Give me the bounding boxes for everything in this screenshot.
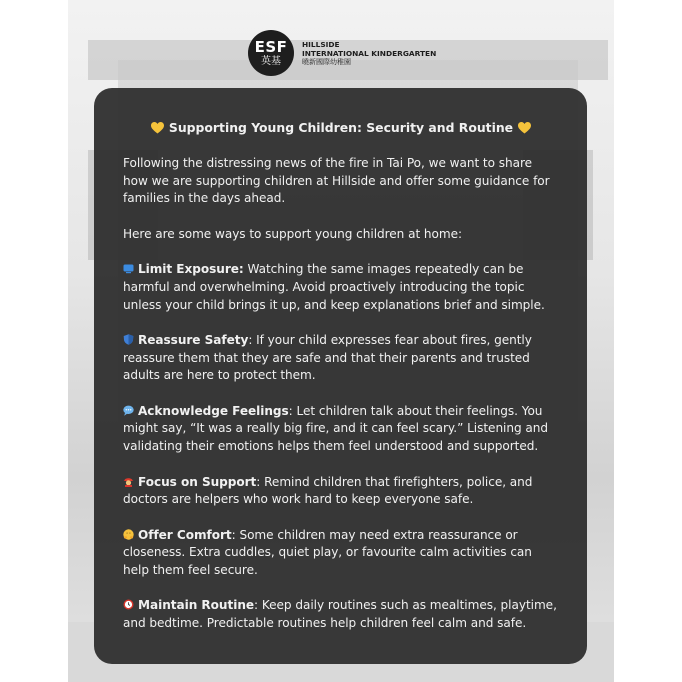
speech-bubble-icon bbox=[123, 404, 134, 415]
firefighter-icon bbox=[123, 475, 134, 486]
tip-text: Watching the same images repeatedly can be harmful and overwhelming. Avoid proactively introducing the topic unless your child brings it up, and keep explanations brief and simple. bbox=[123, 262, 545, 312]
logo-main-text: ESF bbox=[254, 37, 288, 56]
tip-item bbox=[123, 527, 559, 580]
yellow-heart-icon bbox=[151, 122, 164, 134]
card-title: Supporting Young Children: Security and Routine bbox=[168, 120, 514, 135]
tip-text: : Remind children that firefighters, police, and doctors are helpers who work hard to keep everyone safe. bbox=[123, 474, 533, 507]
tip-heading: Acknowledge Feelings bbox=[138, 403, 289, 418]
tip-heading: Focus on Support bbox=[138, 474, 257, 489]
hugging-face-icon bbox=[123, 528, 134, 539]
card-title-row bbox=[123, 120, 559, 135]
intro-paragraph: Following the distressing news of the fire in Tai Po, we want to share how we are supporting children at Hillside and offer some guidance for families in the days ahead. bbox=[123, 156, 550, 206]
tip-item bbox=[123, 597, 559, 632]
tip-text: : If your child expresses fear about fires, gently reassure them that they are safe and that their parents and trusted adults are here to protect them. bbox=[123, 332, 532, 383]
lead-paragraph: Here are some ways to support young children at home: bbox=[123, 226, 463, 241]
school-name bbox=[302, 40, 436, 67]
tip-item bbox=[123, 332, 559, 385]
tip-item bbox=[123, 474, 559, 509]
school-header bbox=[248, 30, 436, 76]
school-name-chinese: 曉新國際幼稚園 bbox=[302, 57, 351, 66]
tip-heading: Reassure Safety bbox=[138, 332, 249, 347]
school-name-line2: INTERNATIONAL KINDERGARTEN bbox=[302, 48, 437, 58]
tip-heading: Offer Comfort bbox=[138, 527, 232, 542]
tv-icon bbox=[123, 262, 134, 273]
tip-heading: Maintain Routine bbox=[138, 598, 255, 613]
shield-icon bbox=[123, 333, 134, 344]
esf-logo bbox=[248, 30, 294, 76]
tip-item bbox=[123, 261, 559, 314]
tip-text: : Keep daily routines such as mealtimes, playtime, and bedtime. Predictable routines help children feel calm and safe. bbox=[123, 598, 557, 631]
yellow-heart-icon bbox=[518, 122, 531, 134]
tip-heading: Limit Exposure: bbox=[138, 262, 244, 277]
tip-text: : Some children may need extra reassurance or closeness. Extra cuddles, quiet play, or favourite calm activities can help them feel secure. bbox=[123, 527, 532, 578]
tip-text: : Let children talk about their feelings. You might say, “It was a really big fire, and it can feel scary.” Listening and validating their emotions helps them feel understood and supported. bbox=[123, 403, 549, 454]
tip-item bbox=[123, 403, 559, 456]
info-card bbox=[94, 88, 587, 664]
school-name-line1: HILLSIDE bbox=[302, 39, 340, 49]
logo-chinese-text: 英基 bbox=[261, 55, 281, 67]
clock-icon bbox=[123, 598, 134, 609]
